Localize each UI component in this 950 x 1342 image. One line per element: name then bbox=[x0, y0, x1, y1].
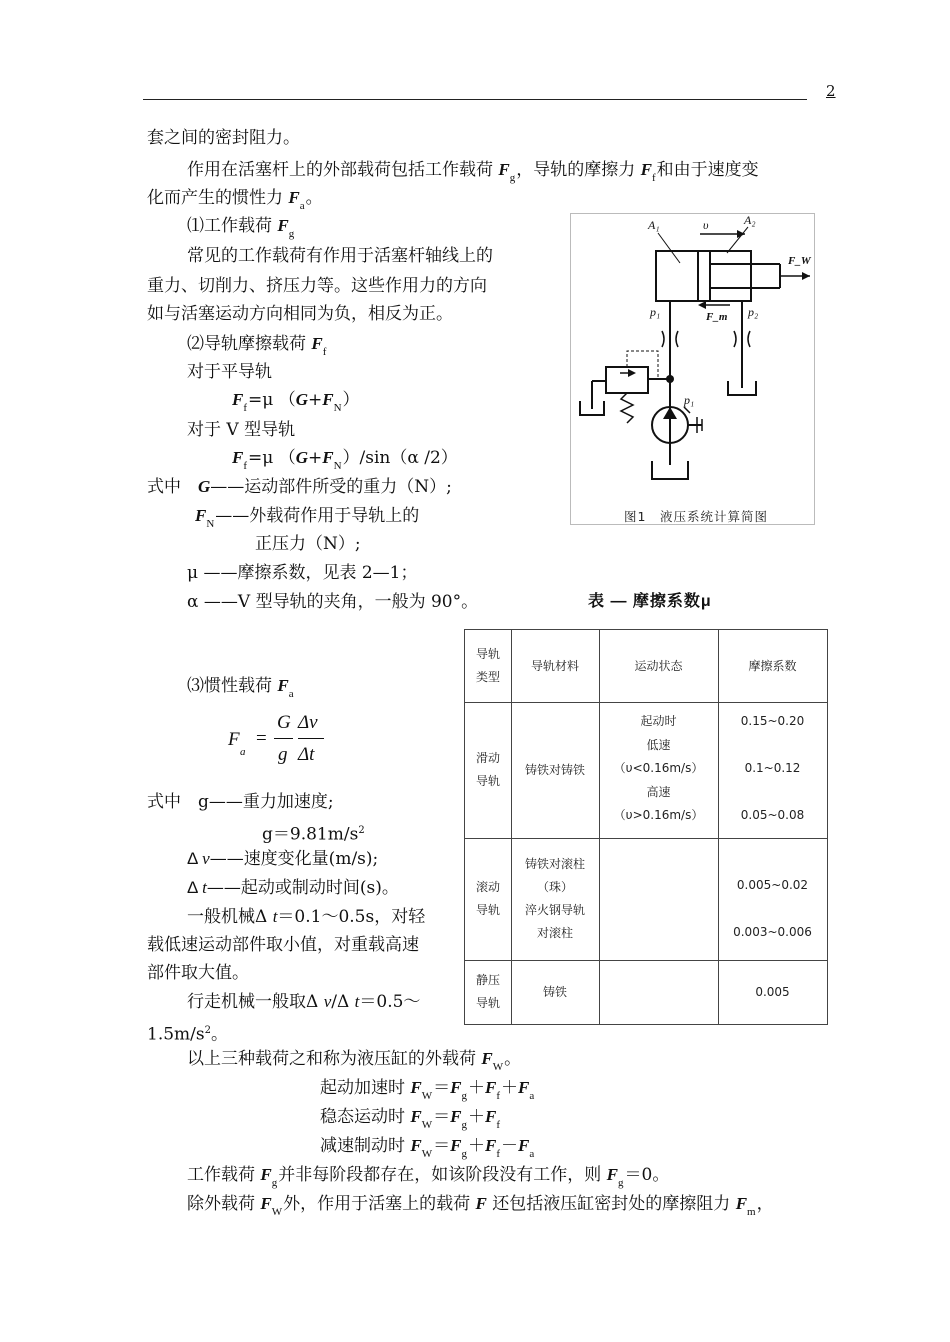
eq-F: F bbox=[228, 729, 240, 750]
motion-state: 低速 bbox=[646, 737, 671, 752]
hydraulic-circuit-svg bbox=[570, 213, 815, 525]
label-p2: p₂ bbox=[748, 305, 759, 319]
table-header: 导轨 类型 bbox=[475, 647, 500, 684]
text-line: $F_N——$外载荷作用于导轨上的 bbox=[195, 506, 420, 530]
text-line: $g=9.81m/s^2$ bbox=[262, 824, 365, 845]
label-p1-pump: p₁ bbox=[684, 393, 695, 407]
formula: 起动加速时 $F_W=F_g+F_f+F_a$ bbox=[320, 1078, 535, 1102]
inertia-equation bbox=[226, 710, 346, 774]
label-Fm: F_m bbox=[706, 311, 728, 323]
figure-caption: 图1 液压系统计算简图 bbox=[624, 509, 768, 524]
text-line: 部件取大值。 bbox=[147, 963, 249, 983]
text-line: 对于 V 型导轨 bbox=[187, 420, 296, 440]
table-cell bbox=[718, 714, 827, 822]
motion-state: 起动时 bbox=[640, 714, 677, 728]
text-line: α ——V 型导轨的夹角，一般为 90°。 bbox=[187, 592, 479, 612]
text-line: 作用在活塞杆上的外部载荷包括工作载荷 $F_g$，导轨的摩擦力 $F_f$和由于速度变 bbox=[187, 160, 759, 184]
eq-g: g bbox=[278, 744, 288, 765]
section-heading: ⑵导轨摩擦载荷 $F_f$ bbox=[187, 334, 327, 358]
text-line: 常见的工作载荷有作用于活塞杆轴线上的 bbox=[187, 246, 493, 266]
hydraulic-diagram bbox=[570, 213, 815, 525]
section-heading: ⑶惯性载荷 $F_a$ bbox=[187, 676, 294, 700]
text-line: 行走机械一般取Δ v/Δ t＝0.5～ bbox=[187, 992, 421, 1012]
friction-table bbox=[464, 629, 828, 1025]
text-line: 载低速运动部件取小值，对重载高速 bbox=[147, 935, 419, 955]
table-title: 表 — 摩擦系数μ bbox=[588, 593, 712, 610]
label-p1: p₁ bbox=[650, 305, 661, 319]
fraction-bar bbox=[274, 738, 293, 739]
table-cell: 铸铁 bbox=[542, 984, 567, 999]
table-cell bbox=[599, 710, 718, 828]
coefficient: 0.1~0.12 bbox=[744, 761, 801, 775]
coefficient: 0.005~0.02 bbox=[736, 878, 809, 892]
text-line: Δ t——起动或制动时间(s)。 bbox=[187, 878, 399, 898]
header-rule bbox=[143, 99, 807, 100]
coefficient: 0.005 bbox=[755, 984, 790, 999]
table-header: 运动状态 bbox=[634, 658, 683, 673]
formula: 稳态运动时 $F_W=F_g+F_f$ bbox=[320, 1107, 500, 1131]
text-line: Δ v——速度变化量(m/s); bbox=[187, 849, 379, 869]
motion-state: （υ<0.16m/s） bbox=[613, 761, 704, 775]
coefficient: 0.05~0.08 bbox=[740, 808, 805, 822]
table-header: 导轨材料 bbox=[530, 658, 579, 673]
eq-dt: Δt bbox=[298, 744, 315, 765]
label-A1: A₁ bbox=[648, 218, 660, 232]
table-cell: 铸铁对滚柱 （珠） 淬火钢导轨 对滚柱 bbox=[524, 857, 585, 940]
text-line: μ ——摩擦系数，见表 2—1； bbox=[187, 563, 418, 583]
text-line: 正压力（N）; bbox=[255, 534, 361, 554]
table-cell: 铸铁对铸铁 bbox=[524, 762, 585, 777]
coefficient: 0.15~0.20 bbox=[740, 714, 805, 728]
text-line: 式中 g——重力加速度; bbox=[147, 792, 334, 812]
text-line: 对于平导轨 bbox=[187, 362, 272, 382]
eq-equals: = bbox=[256, 728, 267, 749]
text-line: 以上三种载荷之和称为液压缸的外载荷 $F_W$。 bbox=[187, 1049, 522, 1073]
formula: $F_f=\mu$ $(G+F_N)/\sin(\alpha$ /2） bbox=[232, 448, 458, 472]
formula: $F_f=\mu$ $(G+F_N)$ bbox=[232, 390, 360, 414]
page-number: 2 bbox=[826, 82, 836, 100]
table-cell: 静压 导轨 bbox=[475, 973, 500, 1010]
text-line: 一般机械Δ t＝0.1～0.5s，对轻 bbox=[187, 907, 426, 927]
table-cell: 滑动 导轨 bbox=[475, 751, 500, 788]
section-heading: ⑴工作载荷 $F_g$ bbox=[187, 216, 295, 240]
label-Fw: F_W bbox=[788, 255, 811, 267]
text-line: 套之间的密封阻力。 bbox=[147, 128, 300, 148]
fraction-bar bbox=[298, 738, 324, 739]
eq-G: G bbox=[277, 712, 291, 733]
label-v: υ bbox=[703, 218, 709, 232]
eq-a-sub: a bbox=[240, 746, 246, 758]
text-line: $1.5m/s^2$。 bbox=[147, 1024, 228, 1045]
text-line: 重力、切削力、挤压力等。这些作用力的方向 bbox=[147, 276, 487, 296]
coefficient: 0.003~0.006 bbox=[733, 925, 812, 939]
motion-state: （υ>0.16m/s） bbox=[613, 808, 704, 822]
motion-state: 高速 bbox=[646, 784, 671, 799]
text-line: 除外载荷 $F_W$外，作用于活塞上的载荷 F 还包括液压缸密封处的摩擦阻力 $F_m$， bbox=[187, 1194, 774, 1218]
text-line: 如与活塞运动方向相同为负，相反为正。 bbox=[147, 304, 453, 324]
eq-dv: Δv bbox=[298, 712, 318, 733]
text-line: 式中 G——运动部件所受的重力（N）; bbox=[147, 477, 452, 497]
table-cell bbox=[718, 878, 827, 939]
label-A2: A₂ bbox=[744, 213, 756, 227]
formula: 减速制动时 $F_W=F_g+F_f-F_a$ bbox=[320, 1136, 535, 1160]
text-line: 工作载荷 $F_g$并非每阶段都存在，如该阶段没有工作，则 $F_g=0$。 bbox=[187, 1165, 670, 1189]
table-header: 摩擦系数 bbox=[748, 658, 797, 673]
text-line: 化而产生的惯性力 $F_a$。 bbox=[147, 188, 323, 212]
table-cell: 滚动 导轨 bbox=[475, 880, 500, 917]
